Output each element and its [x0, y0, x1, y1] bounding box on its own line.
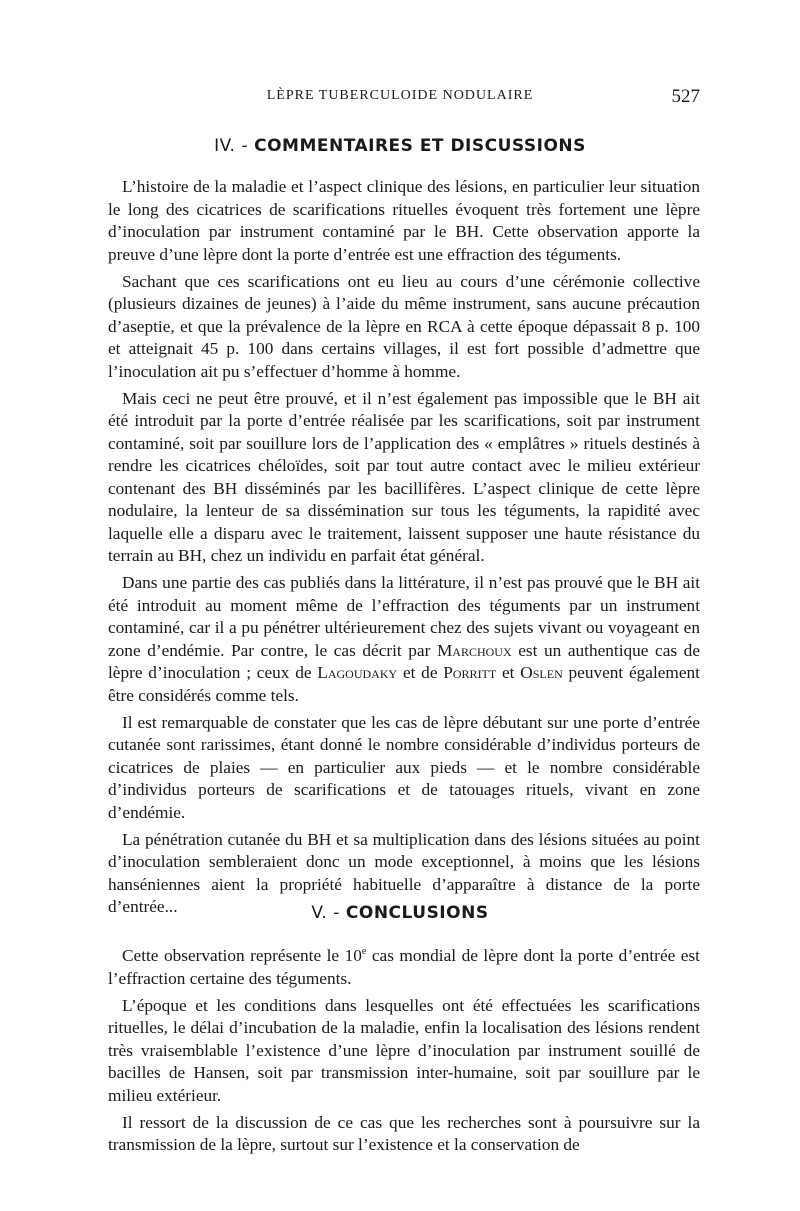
section-heading-commentaires: IV. - COMMENTAIRES ET DISCUSSIONS — [214, 136, 586, 156]
paragraph: Il est remarquable de constater que les cas de lèpre débutant sur une porte d’entrée cutanée sont rarissimes, étant donné le nombre considérable d’individus porteurs de cicatrices de plaies — en particulier aux pieds — et le nombre considérable d’individus porteurs de scarifications et de tatouages rituels, vivant en zone d’endémie. — [108, 712, 700, 822]
author-name: Lagoudaky — [317, 663, 398, 682]
author-name: Porritt — [443, 663, 497, 682]
text-run: est un authentique cas de lèpre d’inoculation ; ceux de — [108, 640, 700, 682]
text-run: peuvent également être considérés comme tels. — [108, 663, 700, 705]
section-body-conclusions — [108, 945, 700, 1161]
paragraph — [108, 945, 700, 990]
paragraph: L’époque et les conditions dans lesquelles ont été effectuées les scarifications rituelles, le délai d’incubation de la maladie, enfin la localisation des lésions rendent très vraisemblable l’existence d’une lèpre d’inoculation par instrument souillé de bacilles de Hansen, soit par transmission inter-humaine, soit par souillure par le milieu extérieur. — [108, 995, 700, 1105]
paragraph — [108, 572, 700, 707]
running-title: LÈPRE TUBERCULOIDE NODULAIRE — [266, 88, 534, 103]
ordinal-superscript: e — [361, 946, 367, 958]
author-name: Oslen — [520, 663, 563, 682]
section-body-commentaires — [108, 176, 700, 923]
text-run: Dans une partie des cas publiés dans la littérature, il n’est pas prouvé que le BH ait été introduit au moment même de l’effraction des téguments par un instrument contaminé, car il a pu pénétrer ultérieurement chez des sujets vivant ou voyageant en zone d’endémie. Par contre, le cas décrit par — [108, 573, 700, 660]
text-run: et — [496, 663, 521, 682]
author-name: Marchoux — [436, 640, 512, 660]
paragraph: La pénétration cutanée du BH et sa multiplication dans des lésions situées au point d’inoculation sembleraient donc un mode exceptionnel, à moins que les lésions hanséniennes aient la propriété habituelle d’apparaître à distance de la porte d’entrée... — [108, 829, 700, 916]
section-heading-conclusions: V. - CONCLUSIONS — [311, 903, 489, 923]
text-run: et de — [397, 663, 444, 682]
text-run: Cette observation représente le 10 — [122, 946, 362, 965]
page-number: 527 — [671, 86, 700, 107]
section-number: IV. — [214, 136, 236, 156]
paragraph: Mais ceci ne peut être prouvé, et il n’est également pas impossible que le BH ait été introduit par la porte d’entrée réalisée par les scarifications, soit par instrument contaminé, soit par souillure lors de l’application des « emplâtres » rituels destinés à rendre les cicatrices chéloïdes, soit par tout autre contact avec le milieu extérieur contenant des BH disséminés par les bacillifères. L’aspect clinique de cette lèpre nodulaire, la lenteur de sa dissémination sur tous les téguments, la rapidité avec laquelle elle a disparu avec le traitement, laissent supposer une haute résistance du terrain au BH, chez un individu en parfait état général. — [108, 388, 700, 565]
text-run: cas mondial de lèpre dont la porte d’entrée est l’effraction certaine des téguments. — [108, 946, 700, 988]
paragraph: L’histoire de la maladie et l’aspect clinique des lésions, en particulier leur situation le long des cicatrices de scarifications rituelles évoquent très fortement une lèpre d’inoculation par instrument contaminé par le BH. Cette observation apporte la preuve d’une lèpre dont la porte d’entrée est une effraction des téguments. — [108, 177, 700, 264]
paragraph: Sachant que ces scarifications ont eu lieu au cours d’une cérémonie collective (plusieurs dizaines de jeunes) à l’aide du même instrument, sans aucune précaution d’aseptie, et que la prévalence de la lèpre en RCA à cette époque dépassait 8 p. 100 et atteignait 45 p. 100 dans certains villages, il est fort possible d’admettre que l’inoculation ait pu s’effectuer d’homme à homme. — [108, 271, 700, 381]
section-number: V. — [311, 903, 328, 923]
section-title: CONCLUSIONS — [345, 903, 489, 923]
section-title: COMMENTAIRES ET DISCUSSIONS — [254, 136, 586, 156]
paragraph: Il ressort de la discussion de ce cas que les recherches sont à poursuivre sur la transmission de la lèpre, surtout sur l’existence et la conservation de — [108, 1112, 700, 1154]
page-header — [0, 86, 800, 110]
